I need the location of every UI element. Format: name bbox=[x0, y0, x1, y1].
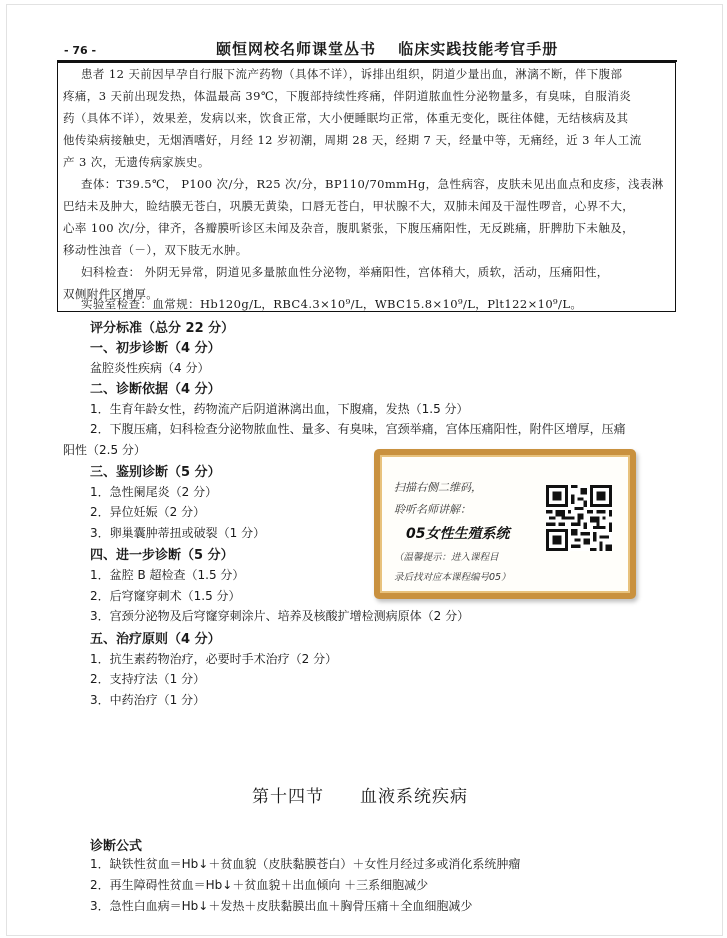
list-item: 1．盆腔 B 超检查（1.5 分） bbox=[90, 568, 245, 582]
list-item: 2．支持疗法（1 分） bbox=[90, 672, 206, 686]
qr-card-line: （温馨提示：进入课程目 bbox=[394, 552, 499, 563]
section-title: 第十四节 血液系统疾病 bbox=[252, 787, 468, 807]
case-exam-line: 查体：T39.5℃， P100 次/分，R25 次/分，BP110/70mmHg，急性病容，皮肤未见出血点和皮疹，浅表淋 bbox=[81, 177, 664, 191]
scoring-title: 评分标准（总分 22 分） bbox=[90, 321, 235, 336]
list-item: 3．宫颈分泌物及后穹窿穿刺涂片、培养及核酸扩增检测病原体（2 分） bbox=[90, 609, 470, 623]
list-item: 盆腔炎性疾病（4 分） bbox=[90, 361, 210, 375]
case-history-line: 他传染病接触史，无烟酒嗜好，月经 12 岁初潮，周期 28 天，经期 7 天，经量中等，无痛经，近 3 年人工流 bbox=[63, 133, 642, 147]
case-exam-line: 心率 100 次/分，律齐，各瓣膜听诊区未闻及杂音，腹肌紧张，下腹压痛阳性，无反跳痛，肝脾肋下未触及， bbox=[63, 221, 635, 235]
case-lab-line: 实验室检查：血常规：Hb120g/L，RBC4.3×10⁹/L，WBC15.8×10⁹/L，Plt122×10⁹/L。 bbox=[81, 297, 583, 311]
case-history-line: 药（具体不详），效果差，发病以来，饮食正常，大小便睡眠均正常，体重无变化，既往体健，无结核病及其 bbox=[63, 111, 629, 125]
case-history-line: 疼痛，3 天前出现发热，体温最高 39℃，下腹部持续性疼痛，伴阴道脓血性分泌物量多，有臭味，自服消炎 bbox=[63, 89, 632, 103]
case-exam-line: 移动性浊音（－），双下肢无水肿。 bbox=[63, 243, 248, 257]
list-item: 2．异位妊娠（2 分） bbox=[90, 505, 206, 519]
formula-line: 3．急性白血病＝Hb↓＋发热＋皮肤黏膜出血＋胸骨压痛＋全血细胞减少 bbox=[90, 899, 473, 913]
book-title: 颐恒网校名师课堂丛书 临床实践技能考官手册 bbox=[216, 40, 559, 58]
section-heading: 五、治疗原则（4 分） bbox=[90, 632, 221, 647]
page-number: - 76 - bbox=[64, 44, 97, 57]
case-history-line: 患者 12 天前因早孕自行服下流产药物（具体不详），诉排出组织，阴道少量出血，淋漓不断，伴下腹部 bbox=[81, 67, 623, 81]
list-item: 2．后穹窿穿刺术（1.5 分） bbox=[90, 589, 241, 603]
formula-line: 2．再生障碍性贫血＝Hb↓＋贫血貌＋出血倾向 ＋三系细胞减少 bbox=[90, 878, 429, 892]
qr-card-topic: 05女性生殖系统 bbox=[406, 526, 510, 542]
qr-card-line: 聆听名师讲解： bbox=[394, 503, 471, 516]
list-item: 1．急性阑尾炎（2 分） bbox=[90, 485, 218, 499]
qr-card-line: 录后找对应本课程编号05） bbox=[394, 572, 511, 583]
qr-promo-card[interactable] bbox=[374, 449, 636, 599]
list-item: 1．抗生素药物治疗，必要时手术治疗（2 分） bbox=[90, 652, 338, 666]
section-heading: 三、鉴别诊断（5 分） bbox=[90, 465, 221, 480]
list-item: 阳性（2.5 分） bbox=[63, 443, 146, 457]
qr-code-icon[interactable] bbox=[546, 485, 612, 551]
list-item: 2．下腹压痛，妇科检查分泌物脓血性、量多、有臭味，宫颈举痛，宫体压痛阳性，附件区增厚，压痛 bbox=[90, 422, 626, 436]
list-item: 3．卵巢囊肿蒂扭或破裂（1 分） bbox=[90, 526, 266, 540]
section-heading: 一、初步诊断（4 分） bbox=[90, 341, 221, 356]
list-item: 3．中药治疗（1 分） bbox=[90, 693, 206, 707]
formula-line: 1．缺铁性贫血＝Hb↓＋贫血貌（皮肤黏膜苍白）＋女性月经过多或消化系统肿瘤 bbox=[90, 857, 521, 871]
qr-card-line: 扫描右侧二维码， bbox=[394, 481, 482, 494]
section-heading: 四、进一步诊断（5 分） bbox=[90, 548, 234, 563]
case-exam-line: 巴结未及肿大，睑结膜无苍白，巩膜无黄染，口唇无苍白，甲状腺不大，双肺未闻及干湿性啰音，心界不大， bbox=[63, 199, 635, 213]
case-gyn-line: 双侧附件区增厚。 bbox=[63, 287, 159, 301]
case-gyn-line: 妇科检查： 外阴无异常，阴道见多量脓血性分泌物，举痛阳性，宫体稍大，质软，活动，压痛阳性， bbox=[81, 265, 609, 279]
case-history-line: 产 3 次，无遗传病家族史。 bbox=[63, 155, 210, 169]
section-heading: 二、诊断依据（4 分） bbox=[90, 382, 221, 397]
formula-title: 诊断公式 bbox=[90, 839, 143, 854]
list-item: 1．生育年龄女性，药物流产后阴道淋漓出血，下腹痛，发热（1.5 分） bbox=[90, 402, 469, 416]
